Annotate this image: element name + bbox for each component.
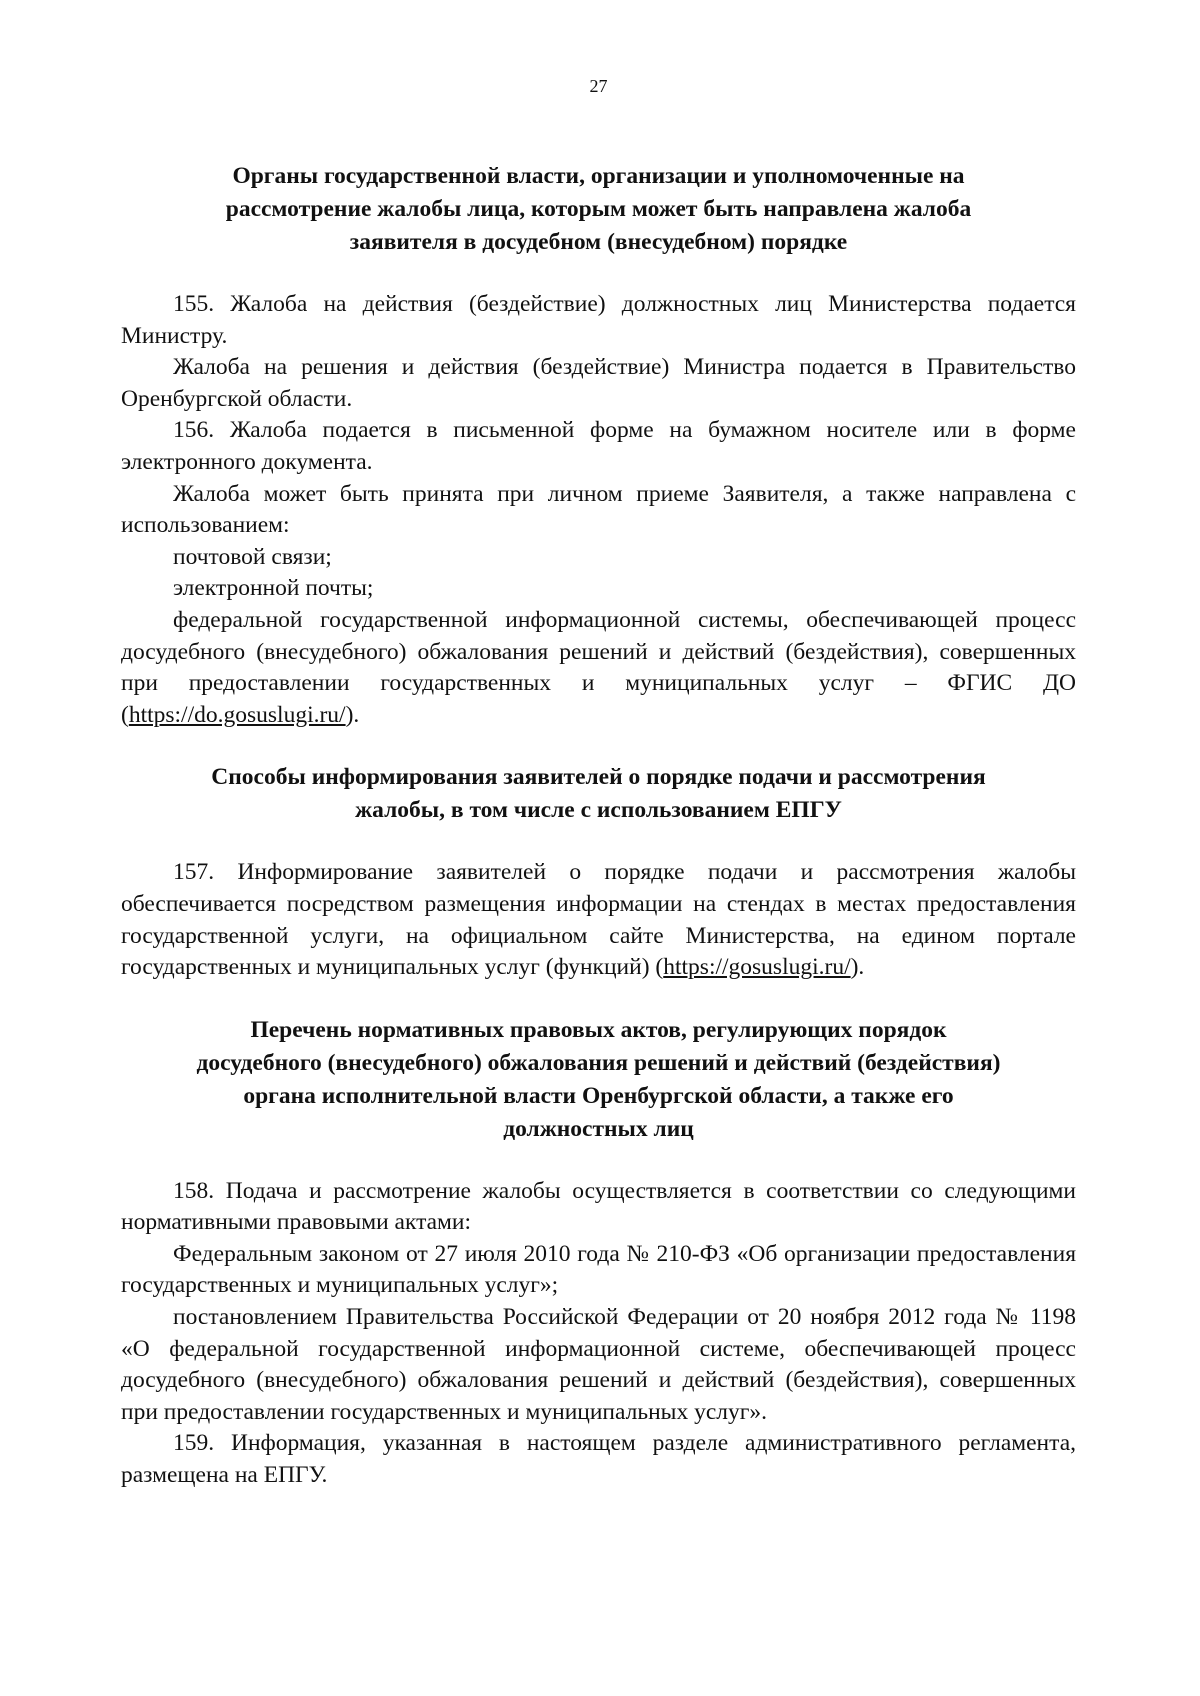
fgis-do-text: федеральной государственной информационной системы, обеспечивающей процесс досудебного (внесудебного) обжалования решений и действий (бездействия), совершенных при предоставлении государственных и муниципальных услуг – ФГИС ДО ( bbox=[121, 606, 1076, 728]
paragraph-158: 158. Подача и рассмотрение жалобы осуществляется в соответствии со следующими нормативными правовыми актами: bbox=[121, 1177, 1076, 1236]
paragraph-159: 159. Информация, указанная в настоящем разделе административного регламента, размещена на ЕПГУ. bbox=[121, 1430, 1076, 1489]
section-heading-legal-acts bbox=[121, 1014, 1076, 1146]
fgis-do-link[interactable]: https://do.gosuslugi.ru/ bbox=[128, 701, 346, 728]
heading-line: Способы информирования заявителей о порядке подачи и рассмотрения bbox=[211, 764, 986, 791]
section-heading-informing-methods bbox=[121, 761, 1076, 827]
fgis-do-suffix: ). bbox=[345, 701, 360, 728]
page-number: 27 bbox=[589, 76, 608, 96]
gosuslugi-link[interactable]: https://gosuslugi.ru/ bbox=[663, 954, 851, 981]
heading-line: досудебного (внесудебного) обжалования решений и действий (бездействия) bbox=[196, 1049, 1001, 1076]
heading-line: органа исполнительной власти Оренбургской области, а также его bbox=[243, 1082, 954, 1109]
list-item-fgis-do bbox=[121, 605, 1076, 731]
heading-line: рассмотрение жалобы лица, которым может быть направлена жалоба bbox=[225, 196, 972, 222]
document-page bbox=[121, 0, 1076, 1696]
list-item-postal: почтовой связи; bbox=[173, 543, 332, 570]
list-item-government-resolution: постановлением Правительства Российской Федерации от 20 ноября 2012 года № 1198 «О федеральной государственной информационной системе, обеспечивающей процесс досудебного (внесудебного) обжалования решений и действий (бездействия), совершенных при предоставлении государственных и муниципальных услуг». bbox=[121, 1304, 1076, 1425]
document-body bbox=[121, 160, 1076, 1492]
paragraph-157-text: 157. Информирование заявителей о порядке подачи и рассмотрения жалобы обеспечивается посредством размещения информации на стендах в местах предоставления государственной услуги, на официальном сайте Министерства, на едином портале государственных и муниципальных услуг (функций) ( bbox=[121, 859, 1076, 981]
heading-line: жалобы, в том числе с использованием ЕПГУ bbox=[355, 797, 842, 824]
paragraph-155: 155. Жалоба на действия (бездействие) должностных лиц Министерства подается Министру. bbox=[121, 291, 1076, 349]
gosuslugi-suffix: ). bbox=[850, 954, 865, 981]
list-item-email: электронной почты; bbox=[173, 575, 374, 602]
heading-line: заявителя в досудебном (внесудебном) порядке bbox=[349, 229, 848, 255]
list-item-federal-law: Федеральным законом от 27 июля 2010 года № 210-ФЗ «Об организации предоставления государственных и муниципальных услуг»; bbox=[121, 1240, 1076, 1299]
heading-line: Органы государственной власти, организации и уполномоченные на bbox=[232, 163, 965, 189]
paragraph-minister-complaint: Жалоба на решения и действия (бездействие) Министра подается в Правительство Оренбургской области. bbox=[121, 354, 1076, 412]
heading-line: должностных лиц bbox=[503, 1115, 694, 1142]
paragraph-submission-methods: Жалоба может быть принята при личном приеме Заявителя, а также направлена с использованием: bbox=[121, 480, 1076, 539]
section-heading-complaint-bodies bbox=[121, 160, 1076, 259]
heading-line: Перечень нормативных правовых актов, регулирующих порядок bbox=[250, 1016, 947, 1043]
paragraph-157 bbox=[121, 857, 1076, 983]
paragraph-156: 156. Жалоба подается в письменной форме на бумажном носителе или в форме электронного документа. bbox=[121, 417, 1076, 475]
